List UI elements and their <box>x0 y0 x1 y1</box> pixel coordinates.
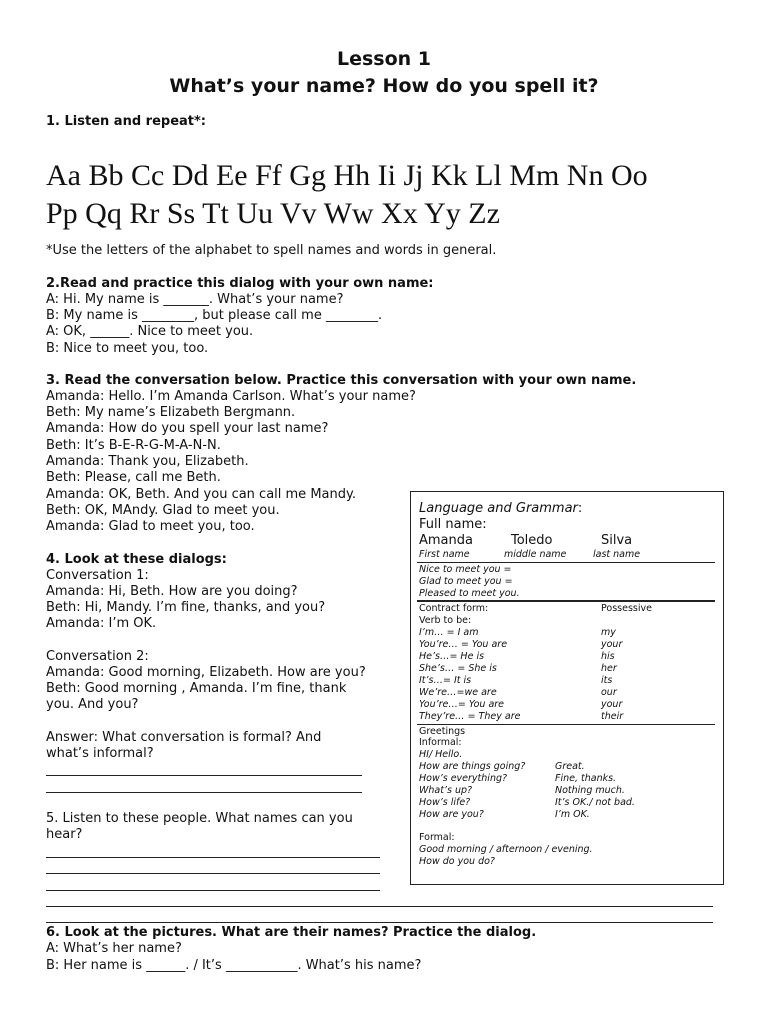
informal-greeting: How’s life? <box>419 797 471 808</box>
informal-reply: Great. <box>555 761 585 772</box>
section6-line: A: What’s her name? <box>46 941 182 956</box>
example-middle-name: Toledo <box>511 533 553 548</box>
informal-reply: It’s OK./ not bad. <box>555 797 635 808</box>
names-blank-line[interactable] <box>46 922 713 923</box>
last-name-label: last name <box>593 549 641 560</box>
contraction: They’re… = They are <box>419 711 521 722</box>
formal-label: Formal: <box>419 832 455 843</box>
answer-question: Answer: What conversation is formal? And <box>46 730 322 745</box>
contraction: It’s…= It is <box>419 675 472 686</box>
contraction: I’m… = I am <box>419 627 479 638</box>
informal-greeting: How are things going? <box>419 761 526 772</box>
section4-heading: 4. Look at these dialogs: <box>46 552 227 567</box>
example-last-name: Silva <box>601 533 633 548</box>
contraction: He’s…= He is <box>419 651 485 662</box>
possessive: our <box>601 687 617 698</box>
middle-name-label: middle name <box>504 549 567 560</box>
conversation-line: Beth: Please, call me Beth. <box>46 470 221 485</box>
conv2-line: Beth: Good morning , Amanda. I’m fine, thank <box>46 681 347 696</box>
possessive-label: Possessive <box>601 603 652 614</box>
dialog-line: A: Hi. My name is _______. What’s your name? <box>46 292 344 307</box>
section5-question: 5. Listen to these people. What names can you <box>46 811 353 826</box>
possessive: his <box>601 651 615 662</box>
possessive: your <box>601 639 623 650</box>
possessive: their <box>601 711 624 722</box>
informal-reply: Nothing much. <box>555 785 625 796</box>
informal-greeting: How’s everything? <box>419 773 508 784</box>
formal-greeting: How do you do? <box>419 856 495 867</box>
formal-greeting: Good morning / afternoon / evening. <box>419 844 593 855</box>
full-name-label: Full name: <box>419 517 487 532</box>
section6-heading: 6. Look at the pictures. What are their names? Practice the dialog. <box>46 925 537 940</box>
informal-reply: Fine, thanks. <box>555 773 617 784</box>
answer-blank-line[interactable] <box>46 775 362 776</box>
lesson-title: Lesson 1 <box>336 48 432 70</box>
answer-blank-line[interactable] <box>46 792 362 793</box>
section5-question: hear? <box>46 827 83 842</box>
dialog-line: B: Nice to meet you, too. <box>46 341 209 356</box>
example-first-name: Amanda <box>419 533 473 548</box>
section3-heading: 3. Read the conversation below. Practice this conversation with your own name. <box>46 373 637 388</box>
conversation-line: Beth: OK, MAndy. Glad to meet you. <box>46 503 280 518</box>
names-blank-line[interactable] <box>46 857 380 858</box>
phrase-line: Glad to meet you = <box>419 576 513 587</box>
conversation-line: Beth: It’s B-E-R-G-M-A-N-N. <box>46 438 221 453</box>
section2-heading: 2.Read and practice this dialog with your own name: <box>46 276 434 291</box>
dialog-line: B: My name is ________, but please call me ________. <box>46 308 383 323</box>
conversation-line: Amanda: How do you spell your last name? <box>46 421 329 436</box>
contraction: You’re… = You are <box>419 639 508 650</box>
informal-greeting: What’s up? <box>419 785 473 796</box>
conversation-line: Beth: My name’s Elizabeth Bergmann. <box>46 405 296 420</box>
conversation-line: Amanda: Glad to meet you, too. <box>46 519 255 534</box>
conversation-line: Amanda: Thank you, Elizabeth. <box>46 454 249 469</box>
conv1-line: Amanda: Hi, Beth. How are you doing? <box>46 584 298 599</box>
informal-hi: HI/ Hello. <box>419 749 463 760</box>
alphabet-line-1: Aa Bb Cc Dd Ee Ff Gg Hh Ii Jj Kk Ll Mm Nn Oo <box>46 159 648 192</box>
informal-label: Informal: <box>419 737 462 748</box>
conversation-line: Amanda: Hello. I’m Amanda Carlson. What’s your name? <box>46 389 416 404</box>
names-blank-line[interactable] <box>46 906 713 907</box>
contract-form-label: Contract form: <box>419 603 489 614</box>
conversation-line: Amanda: OK, Beth. And you can call me Mandy. <box>46 487 356 502</box>
first-name-label: First name <box>419 549 470 560</box>
names-blank-line[interactable] <box>46 873 380 874</box>
verb-to-be-label: Verb to be: <box>419 615 472 626</box>
greetings-label: Greetings <box>419 726 466 737</box>
conv2-line: Amanda: Good morning, Elizabeth. How are you? <box>46 665 366 680</box>
possessive: its <box>601 675 613 686</box>
names-blank-line[interactable] <box>46 890 380 891</box>
contraction: She’s… = She is <box>419 663 497 674</box>
conv2-line: Conversation 2: <box>46 649 149 664</box>
informal-reply: I’m OK. <box>555 809 590 820</box>
section6-line: B: Her name is ______. / It’s ___________. What’s his name? <box>46 958 422 973</box>
conv1-line: Amanda: I’m OK. <box>46 616 157 631</box>
phrase-line: Pleased to meet you. <box>419 588 520 599</box>
possessive: her <box>601 663 617 674</box>
contraction: You’re…= You are <box>419 699 505 710</box>
alphabet-line-2: Pp Qq Rr Ss Tt Uu Vv Ww Xx Yy Zz <box>46 197 500 230</box>
language-grammar-box <box>410 491 724 885</box>
conv2-line: you. And you? <box>46 697 139 712</box>
conv1-line: Conversation 1: <box>46 568 149 583</box>
conv1-line: Beth: Hi, Mandy. I’m fine, thanks, and you? <box>46 600 326 615</box>
divider <box>417 724 715 725</box>
contraction: We’re…=we are <box>419 687 497 698</box>
possessive: my <box>601 627 616 638</box>
possessive: your <box>601 699 623 710</box>
dialog-line: A: OK, ______. Nice to meet you. <box>46 324 254 339</box>
phrase-line: Nice to meet you = <box>419 564 512 575</box>
informal-greeting: How are you? <box>419 809 484 820</box>
section1-heading: 1. Listen and repeat*: <box>46 114 206 129</box>
grammar-title: Language and Grammar: <box>419 501 583 516</box>
divider <box>417 562 715 563</box>
answer-question: what’s informal? <box>46 746 154 761</box>
alphabet-note: *Use the letters of the alphabet to spell names and words in general. <box>46 243 497 258</box>
divider <box>417 600 715 602</box>
lesson-subtitle: What’s your name? How do you spell it? <box>169 75 599 97</box>
